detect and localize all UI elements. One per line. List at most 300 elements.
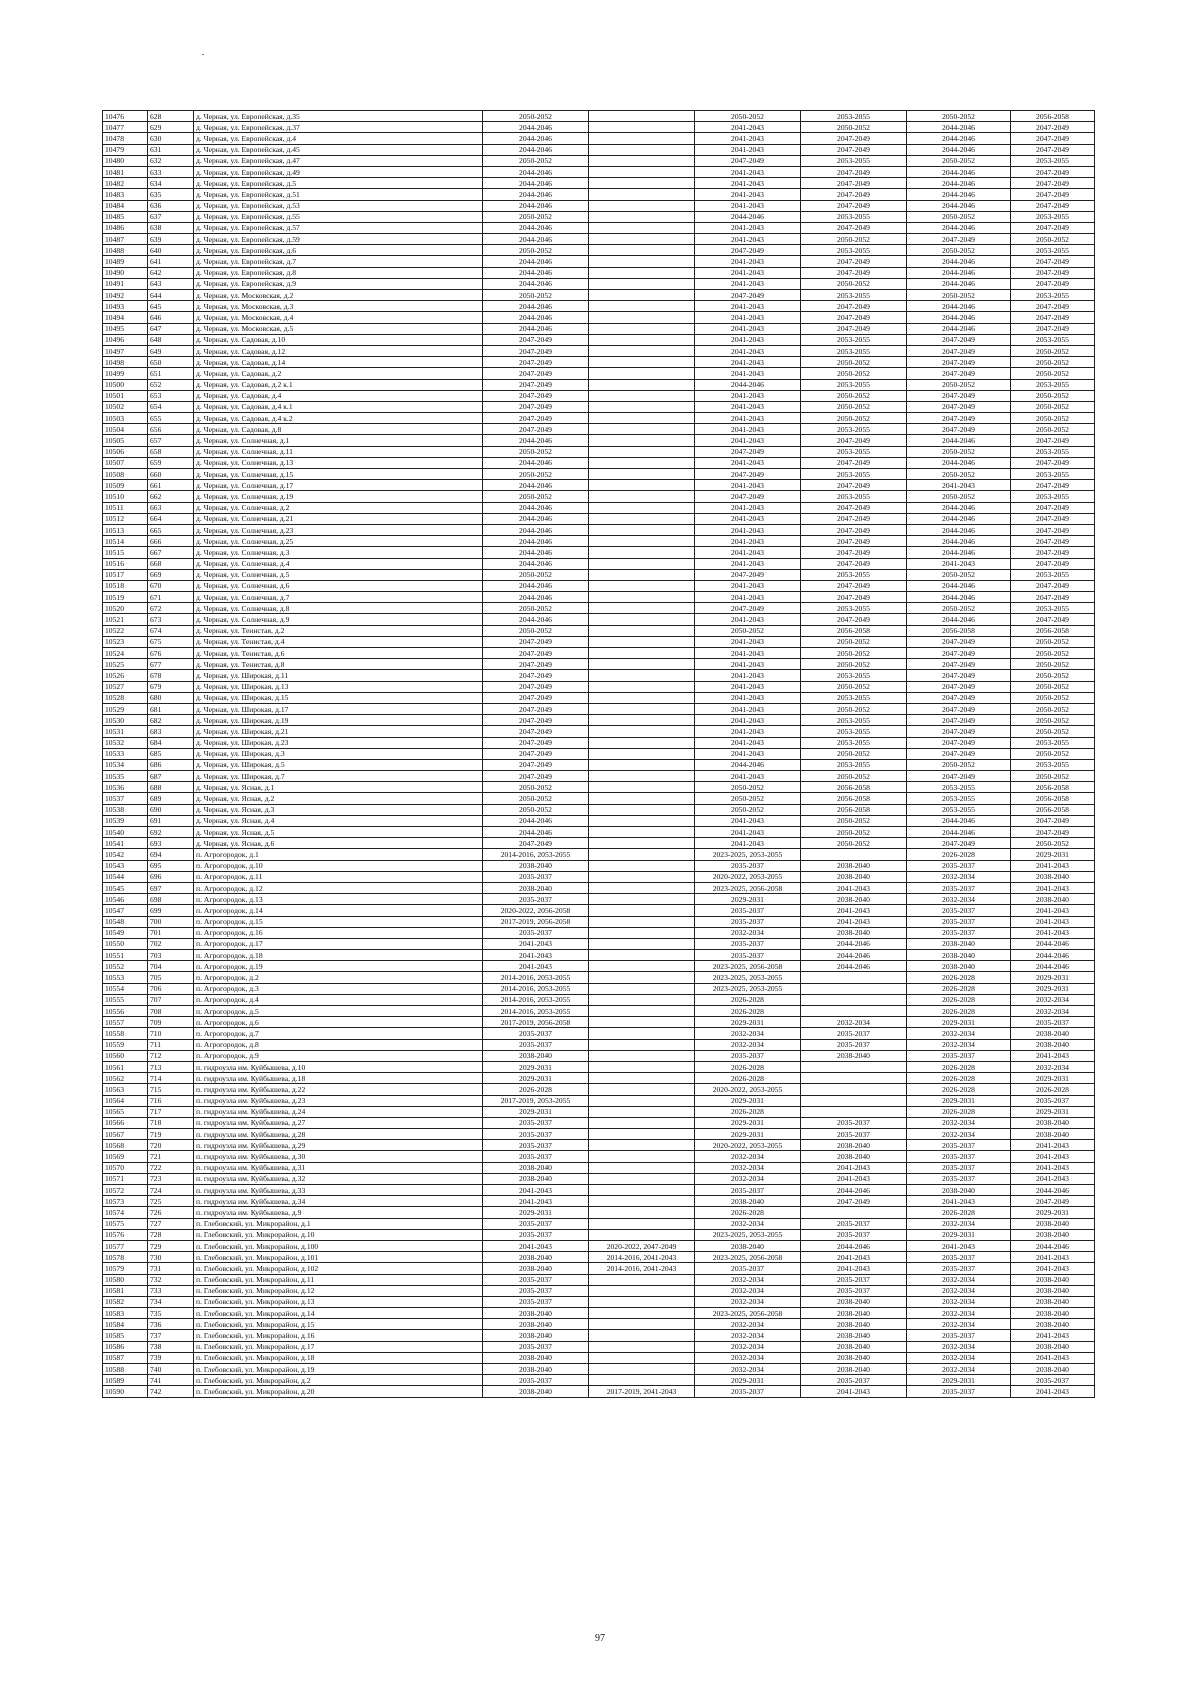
period-2-cell bbox=[589, 1151, 695, 1162]
table-row bbox=[103, 961, 1095, 972]
period-5-cell: 2032-2034 bbox=[907, 1218, 1011, 1229]
row-number-cell: 10561 bbox=[103, 1061, 148, 1072]
row-number-cell: 10487 bbox=[103, 234, 148, 245]
period-2-cell bbox=[589, 1185, 695, 1196]
period-3-cell: 2032-2034 bbox=[695, 1151, 801, 1162]
object-number-cell: 667 bbox=[148, 547, 194, 558]
period-4-cell bbox=[801, 1084, 907, 1095]
address-cell: п. Агрогородок, д.12 bbox=[194, 882, 483, 893]
period-5-cell: 2041-2043 bbox=[907, 558, 1011, 569]
period-5-cell: 2050-2052 bbox=[907, 569, 1011, 580]
period-5-cell: 2047-2049 bbox=[907, 636, 1011, 647]
period-2-cell bbox=[589, 446, 695, 457]
row-number-cell: 10522 bbox=[103, 625, 148, 636]
period-5-cell: 2032-2034 bbox=[907, 1028, 1011, 1039]
row-number-cell: 10500 bbox=[103, 379, 148, 390]
period-4-cell: 2038-2040 bbox=[801, 894, 907, 905]
address-cell: д. Черная, ул. Тенистая, д.8 bbox=[194, 659, 483, 670]
table-row bbox=[103, 278, 1095, 289]
period-3-cell: 2020-2022, 2053-2055 bbox=[695, 1140, 801, 1151]
period-1-cell: 2050-2052 bbox=[483, 804, 589, 815]
row-number-cell: 10493 bbox=[103, 301, 148, 312]
row-number-cell: 10555 bbox=[103, 994, 148, 1005]
period-1-cell: 2050-2052 bbox=[483, 793, 589, 804]
address-cell: п. Агрогородок, д.10 bbox=[194, 860, 483, 871]
object-number-cell: 675 bbox=[148, 636, 194, 647]
row-number-cell: 10546 bbox=[103, 894, 148, 905]
period-5-cell: 2047-2049 bbox=[907, 345, 1011, 356]
period-3-cell: 2032-2034 bbox=[695, 1028, 801, 1039]
address-cell: д. Черная, ул. Европейская, д.7 bbox=[194, 256, 483, 267]
period-5-cell: 2044-2046 bbox=[907, 547, 1011, 558]
row-number-cell: 10506 bbox=[103, 446, 148, 457]
table-row bbox=[103, 592, 1095, 603]
object-number-cell: 632 bbox=[148, 155, 194, 166]
period-6-cell: 2050-2052 bbox=[1011, 648, 1095, 659]
address-cell: д. Черная, ул. Европейская, д.9 bbox=[194, 278, 483, 289]
period-4-cell: 2041-2043 bbox=[801, 882, 907, 893]
period-4-cell: 2035-2037 bbox=[801, 1039, 907, 1050]
period-5-cell: 2044-2046 bbox=[907, 312, 1011, 323]
period-1-cell: 2017-2019, 2053-2055 bbox=[483, 1095, 589, 1106]
period-2-cell: 2017-2019, 2041-2043 bbox=[589, 1386, 695, 1397]
row-number-cell: 10483 bbox=[103, 189, 148, 200]
period-6-cell: 2053-2055 bbox=[1011, 491, 1095, 502]
row-number-cell: 10485 bbox=[103, 211, 148, 222]
object-number-cell: 700 bbox=[148, 916, 194, 927]
row-number-cell: 10495 bbox=[103, 323, 148, 334]
object-number-cell: 646 bbox=[148, 312, 194, 323]
period-6-cell: 2041-2043 bbox=[1011, 1173, 1095, 1184]
period-1-cell: 2044-2046 bbox=[483, 178, 589, 189]
table-row bbox=[103, 1285, 1095, 1296]
period-4-cell: 2050-2052 bbox=[801, 413, 907, 424]
period-1-cell: 2044-2046 bbox=[483, 222, 589, 233]
address-cell: д. Черная, ул. Солнечная, д.19 bbox=[194, 491, 483, 502]
object-number-cell: 688 bbox=[148, 782, 194, 793]
table-row bbox=[103, 200, 1095, 211]
row-number-cell: 10528 bbox=[103, 692, 148, 703]
period-5-cell: 2050-2052 bbox=[907, 290, 1011, 301]
table-row bbox=[103, 1308, 1095, 1319]
period-4-cell: 2050-2052 bbox=[801, 771, 907, 782]
object-number-cell: 703 bbox=[148, 950, 194, 961]
address-cell: п. Агрогородок, д.2 bbox=[194, 972, 483, 983]
object-number-cell: 637 bbox=[148, 211, 194, 222]
period-4-cell: 2050-2052 bbox=[801, 368, 907, 379]
object-number-cell: 657 bbox=[148, 435, 194, 446]
object-number-cell: 693 bbox=[148, 838, 194, 849]
period-2-cell bbox=[589, 256, 695, 267]
period-5-cell: 2044-2046 bbox=[907, 502, 1011, 513]
period-2-cell bbox=[589, 771, 695, 782]
table-row bbox=[103, 1196, 1095, 1207]
row-number-cell: 10523 bbox=[103, 636, 148, 647]
period-4-cell: 2038-2040 bbox=[801, 860, 907, 871]
period-2-cell bbox=[589, 211, 695, 222]
period-2-cell bbox=[589, 1319, 695, 1330]
period-4-cell bbox=[801, 1095, 907, 1106]
table-row bbox=[103, 144, 1095, 155]
period-1-cell: 2044-2046 bbox=[483, 256, 589, 267]
table-row bbox=[103, 703, 1095, 714]
period-6-cell: 2047-2049 bbox=[1011, 222, 1095, 233]
period-5-cell: 2026-2028 bbox=[907, 1084, 1011, 1095]
row-number-cell: 10496 bbox=[103, 334, 148, 345]
period-3-cell: 2041-2043 bbox=[695, 737, 801, 748]
address-cell: д. Черная, ул. Широкая, д.23 bbox=[194, 737, 483, 748]
address-cell: п. Глебовский, ул. Микрорайон, д.18 bbox=[194, 1352, 483, 1363]
object-number-cell: 673 bbox=[148, 614, 194, 625]
period-2-cell bbox=[589, 1274, 695, 1285]
period-2-cell bbox=[589, 1229, 695, 1240]
address-cell: д. Черная, ул. Ясная, д.5 bbox=[194, 827, 483, 838]
period-6-cell: 2050-2052 bbox=[1011, 401, 1095, 412]
period-1-cell: 2038-2040 bbox=[483, 1252, 589, 1263]
period-1-cell: 2047-2049 bbox=[483, 379, 589, 390]
period-3-cell: 2023-2025, 2056-2058 bbox=[695, 1308, 801, 1319]
period-6-cell: 2053-2055 bbox=[1011, 334, 1095, 345]
period-3-cell: 2035-2037 bbox=[695, 1386, 801, 1397]
object-number-cell: 652 bbox=[148, 379, 194, 390]
period-2-cell bbox=[589, 1364, 695, 1375]
address-cell: д. Черная, ул. Европейская, д.45 bbox=[194, 144, 483, 155]
period-1-cell: 2038-2040 bbox=[483, 1050, 589, 1061]
row-number-cell: 10480 bbox=[103, 155, 148, 166]
object-number-cell: 692 bbox=[148, 827, 194, 838]
row-number-cell: 10584 bbox=[103, 1319, 148, 1330]
period-2-cell bbox=[589, 312, 695, 323]
period-2-cell bbox=[589, 681, 695, 692]
period-6-cell: 2050-2052 bbox=[1011, 748, 1095, 759]
period-2-cell bbox=[589, 558, 695, 569]
address-cell: д. Черная, ул. Садовая, д.2 к.1 bbox=[194, 379, 483, 390]
object-number-cell: 706 bbox=[148, 983, 194, 994]
row-number-cell: 10491 bbox=[103, 278, 148, 289]
period-6-cell: 2050-2052 bbox=[1011, 692, 1095, 703]
period-4-cell: 2041-2043 bbox=[801, 1386, 907, 1397]
row-number-cell: 10540 bbox=[103, 827, 148, 838]
period-2-cell bbox=[589, 1006, 695, 1017]
row-number-cell: 10588 bbox=[103, 1364, 148, 1375]
table-row bbox=[103, 1039, 1095, 1050]
period-6-cell: 2047-2049 bbox=[1011, 435, 1095, 446]
period-3-cell: 2044-2046 bbox=[695, 379, 801, 390]
object-number-cell: 639 bbox=[148, 234, 194, 245]
period-5-cell: 2050-2052 bbox=[907, 603, 1011, 614]
table-row bbox=[103, 234, 1095, 245]
period-6-cell: 2035-2037 bbox=[1011, 1017, 1095, 1028]
period-4-cell: 2047-2049 bbox=[801, 267, 907, 278]
table-row bbox=[103, 155, 1095, 166]
period-6-cell: 2041-2043 bbox=[1011, 1352, 1095, 1363]
period-5-cell: 2044-2046 bbox=[907, 256, 1011, 267]
period-1-cell: 2047-2049 bbox=[483, 357, 589, 368]
row-number-cell: 10578 bbox=[103, 1252, 148, 1263]
row-number-cell: 10557 bbox=[103, 1017, 148, 1028]
table-row bbox=[103, 379, 1095, 390]
period-3-cell: 2026-2028 bbox=[695, 994, 801, 1005]
table-row bbox=[103, 491, 1095, 502]
object-number-cell: 640 bbox=[148, 245, 194, 256]
period-5-cell: 2050-2052 bbox=[907, 111, 1011, 122]
address-cell: п. Агрогородок, д.14 bbox=[194, 905, 483, 916]
period-2-cell bbox=[589, 882, 695, 893]
address-cell: п. Агрогородок, д.13 bbox=[194, 894, 483, 905]
period-5-cell: 2047-2049 bbox=[907, 692, 1011, 703]
table-row bbox=[103, 1207, 1095, 1218]
period-6-cell: 2050-2052 bbox=[1011, 715, 1095, 726]
address-cell: д. Черная, ул. Ясная, д.4 bbox=[194, 815, 483, 826]
period-1-cell: 2014-2016, 2053-2055 bbox=[483, 1006, 589, 1017]
period-6-cell: 2038-2040 bbox=[1011, 1285, 1095, 1296]
object-number-cell: 731 bbox=[148, 1263, 194, 1274]
table-row bbox=[103, 894, 1095, 905]
period-3-cell: 2035-2037 bbox=[695, 950, 801, 961]
period-6-cell: 2029-2031 bbox=[1011, 849, 1095, 860]
period-4-cell: 2053-2055 bbox=[801, 111, 907, 122]
period-4-cell: 2047-2049 bbox=[801, 133, 907, 144]
period-6-cell: 2038-2040 bbox=[1011, 1117, 1095, 1128]
object-number-cell: 658 bbox=[148, 446, 194, 457]
period-4-cell: 2035-2037 bbox=[801, 1274, 907, 1285]
period-2-cell bbox=[589, 1285, 695, 1296]
table-row bbox=[103, 368, 1095, 379]
period-4-cell: 2044-2046 bbox=[801, 950, 907, 961]
period-4-cell: 2050-2052 bbox=[801, 815, 907, 826]
period-6-cell: 2038-2040 bbox=[1011, 1296, 1095, 1307]
period-3-cell: 2041-2043 bbox=[695, 636, 801, 647]
row-number-cell: 10568 bbox=[103, 1140, 148, 1151]
table-row bbox=[103, 401, 1095, 412]
period-3-cell: 2050-2052 bbox=[695, 782, 801, 793]
object-number-cell: 728 bbox=[148, 1229, 194, 1240]
object-number-cell: 691 bbox=[148, 815, 194, 826]
period-1-cell: 2038-2040 bbox=[483, 1162, 589, 1173]
period-6-cell: 2038-2040 bbox=[1011, 1129, 1095, 1140]
row-number-cell: 10521 bbox=[103, 614, 148, 625]
period-6-cell: 2050-2052 bbox=[1011, 670, 1095, 681]
period-4-cell: 2044-2046 bbox=[801, 938, 907, 949]
table-row bbox=[103, 256, 1095, 267]
row-number-cell: 10527 bbox=[103, 681, 148, 692]
period-4-cell: 2050-2052 bbox=[801, 636, 907, 647]
period-3-cell: 2029-2031 bbox=[695, 1129, 801, 1140]
period-2-cell bbox=[589, 1095, 695, 1106]
address-cell: п. Глебовский, ул. Микрорайон, д.15 bbox=[194, 1319, 483, 1330]
period-2-cell bbox=[589, 334, 695, 345]
object-number-cell: 644 bbox=[148, 290, 194, 301]
table-row bbox=[103, 1375, 1095, 1386]
address-cell: п. гидроузла им. Куйбышева, д.22 bbox=[194, 1084, 483, 1095]
table-row bbox=[103, 681, 1095, 692]
period-4-cell: 2047-2049 bbox=[801, 312, 907, 323]
object-number-cell: 643 bbox=[148, 278, 194, 289]
period-6-cell: 2047-2049 bbox=[1011, 502, 1095, 513]
period-2-cell bbox=[589, 983, 695, 994]
period-3-cell: 2041-2043 bbox=[695, 524, 801, 535]
period-1-cell: 2029-2031 bbox=[483, 1073, 589, 1084]
period-4-cell: 2053-2055 bbox=[801, 155, 907, 166]
period-1-cell: 2047-2049 bbox=[483, 659, 589, 670]
period-3-cell: 2050-2052 bbox=[695, 625, 801, 636]
period-3-cell: 2047-2049 bbox=[695, 155, 801, 166]
period-5-cell: 2047-2049 bbox=[907, 838, 1011, 849]
object-number-cell: 720 bbox=[148, 1140, 194, 1151]
table-row bbox=[103, 1263, 1095, 1274]
row-number-cell: 10510 bbox=[103, 491, 148, 502]
address-cell: д. Черная, ул. Садовая, д.4 к.1 bbox=[194, 401, 483, 412]
period-4-cell: 2035-2037 bbox=[801, 1229, 907, 1240]
object-number-cell: 671 bbox=[148, 592, 194, 603]
address-cell: п. Агрогородок, д.19 bbox=[194, 961, 483, 972]
period-6-cell: 2041-2043 bbox=[1011, 882, 1095, 893]
period-5-cell: 2047-2049 bbox=[907, 368, 1011, 379]
period-1-cell: 2038-2040 bbox=[483, 860, 589, 871]
address-cell: д. Черная, ул. Европейская, д.53 bbox=[194, 200, 483, 211]
period-5-cell: 2032-2034 bbox=[907, 1352, 1011, 1363]
period-5-cell: 2026-2028 bbox=[907, 972, 1011, 983]
address-cell: п. гидроузла им. Куйбышева, д.33 bbox=[194, 1185, 483, 1196]
table-row bbox=[103, 827, 1095, 838]
period-6-cell: 2047-2049 bbox=[1011, 513, 1095, 524]
object-number-cell: 629 bbox=[148, 122, 194, 133]
table-row bbox=[103, 625, 1095, 636]
table-row bbox=[103, 222, 1095, 233]
period-4-cell: 2047-2049 bbox=[801, 558, 907, 569]
row-number-cell: 10513 bbox=[103, 524, 148, 535]
period-2-cell bbox=[589, 245, 695, 256]
table-row bbox=[103, 345, 1095, 356]
row-number-cell: 10538 bbox=[103, 804, 148, 815]
period-2-cell bbox=[589, 1084, 695, 1095]
table-row bbox=[103, 782, 1095, 793]
table-row bbox=[103, 916, 1095, 927]
period-2-cell bbox=[589, 748, 695, 759]
address-cell: п. Глебовский, ул. Микрорайон, д.12 bbox=[194, 1285, 483, 1296]
period-2-cell bbox=[589, 860, 695, 871]
period-1-cell: 2038-2040 bbox=[483, 1308, 589, 1319]
object-number-cell: 651 bbox=[148, 368, 194, 379]
period-4-cell: 2041-2043 bbox=[801, 1173, 907, 1184]
table-row bbox=[103, 513, 1095, 524]
period-1-cell: 2047-2049 bbox=[483, 368, 589, 379]
row-number-cell: 10562 bbox=[103, 1073, 148, 1084]
period-6-cell: 2038-2040 bbox=[1011, 1308, 1095, 1319]
period-4-cell: 2035-2037 bbox=[801, 1285, 907, 1296]
table-row bbox=[103, 1129, 1095, 1140]
row-number-cell: 10514 bbox=[103, 536, 148, 547]
period-2-cell bbox=[589, 1140, 695, 1151]
period-3-cell: 2038-2040 bbox=[695, 1240, 801, 1251]
table-row bbox=[103, 424, 1095, 435]
period-3-cell: 2041-2043 bbox=[695, 457, 801, 468]
row-number-cell: 10567 bbox=[103, 1129, 148, 1140]
period-5-cell: 2044-2046 bbox=[907, 536, 1011, 547]
period-4-cell: 2044-2046 bbox=[801, 1185, 907, 1196]
period-1-cell: 2038-2040 bbox=[483, 1319, 589, 1330]
period-2-cell bbox=[589, 200, 695, 211]
address-cell: д. Черная, ул. Тенистая, д.6 bbox=[194, 648, 483, 659]
period-1-cell: 2017-2019, 2056-2058 bbox=[483, 916, 589, 927]
period-5-cell: 2029-2031 bbox=[907, 1017, 1011, 1028]
period-6-cell: 2041-2043 bbox=[1011, 916, 1095, 927]
period-4-cell: 2050-2052 bbox=[801, 278, 907, 289]
period-1-cell: 2038-2040 bbox=[483, 1173, 589, 1184]
period-3-cell: 2029-2031 bbox=[695, 1017, 801, 1028]
period-5-cell: 2047-2049 bbox=[907, 737, 1011, 748]
row-number-cell: 10581 bbox=[103, 1285, 148, 1296]
address-cell: д. Черная, ул. Солнечная, д.8 bbox=[194, 603, 483, 614]
period-1-cell: 2038-2040 bbox=[483, 1364, 589, 1375]
row-number-cell: 10559 bbox=[103, 1039, 148, 1050]
table-row bbox=[103, 323, 1095, 334]
address-cell: п. Глебовский, ул. Микрорайон, д.101 bbox=[194, 1252, 483, 1263]
table-row bbox=[103, 1151, 1095, 1162]
address-cell: д. Черная, ул. Европейская, д.5 bbox=[194, 178, 483, 189]
period-6-cell: 2029-2031 bbox=[1011, 972, 1095, 983]
period-3-cell: 2041-2043 bbox=[695, 815, 801, 826]
address-cell: п. Глебовский, ул. Микрорайон, д.14 bbox=[194, 1308, 483, 1319]
address-cell: п. Агрогородок, д.11 bbox=[194, 871, 483, 882]
period-2-cell bbox=[589, 111, 695, 122]
period-2-cell bbox=[589, 1117, 695, 1128]
period-4-cell: 2032-2034 bbox=[801, 1017, 907, 1028]
period-5-cell: 2029-2031 bbox=[907, 1095, 1011, 1106]
object-number-cell: 717 bbox=[148, 1106, 194, 1117]
period-6-cell: 2053-2055 bbox=[1011, 569, 1095, 580]
period-1-cell: 2047-2049 bbox=[483, 334, 589, 345]
period-4-cell: 2053-2055 bbox=[801, 424, 907, 435]
period-4-cell: 2038-2040 bbox=[801, 1319, 907, 1330]
period-2-cell bbox=[589, 1218, 695, 1229]
address-cell: д. Черная, ул. Ясная, д.3 bbox=[194, 804, 483, 815]
period-6-cell: 2056-2058 bbox=[1011, 111, 1095, 122]
period-6-cell: 2047-2049 bbox=[1011, 827, 1095, 838]
period-5-cell: 2047-2049 bbox=[907, 715, 1011, 726]
period-4-cell: 2047-2049 bbox=[801, 200, 907, 211]
period-4-cell: 2047-2049 bbox=[801, 189, 907, 200]
row-number-cell: 10574 bbox=[103, 1207, 148, 1218]
object-number-cell: 707 bbox=[148, 994, 194, 1005]
object-number-cell: 656 bbox=[148, 424, 194, 435]
period-6-cell: 2035-2037 bbox=[1011, 1095, 1095, 1106]
period-5-cell: 2035-2037 bbox=[907, 1252, 1011, 1263]
period-3-cell: 2041-2043 bbox=[695, 648, 801, 659]
period-1-cell: 2035-2037 bbox=[483, 1129, 589, 1140]
period-2-cell bbox=[589, 536, 695, 547]
period-1-cell: 2044-2046 bbox=[483, 827, 589, 838]
object-number-cell: 668 bbox=[148, 558, 194, 569]
period-5-cell: 2029-2031 bbox=[907, 1375, 1011, 1386]
row-number-cell: 10563 bbox=[103, 1084, 148, 1095]
period-1-cell: 2047-2049 bbox=[483, 345, 589, 356]
period-2-cell bbox=[589, 950, 695, 961]
period-2-cell bbox=[589, 1308, 695, 1319]
period-6-cell: 2041-2043 bbox=[1011, 905, 1095, 916]
period-1-cell: 2047-2049 bbox=[483, 737, 589, 748]
object-number-cell: 685 bbox=[148, 748, 194, 759]
period-4-cell: 2053-2055 bbox=[801, 759, 907, 770]
object-number-cell: 662 bbox=[148, 491, 194, 502]
period-5-cell: 2044-2046 bbox=[907, 189, 1011, 200]
period-1-cell: 2044-2046 bbox=[483, 547, 589, 558]
address-cell: п. Глебовский, ул. Микрорайон, д.100 bbox=[194, 1240, 483, 1251]
period-1-cell: 2047-2049 bbox=[483, 759, 589, 770]
object-number-cell: 697 bbox=[148, 882, 194, 893]
object-number-cell: 696 bbox=[148, 871, 194, 882]
period-5-cell: 2050-2052 bbox=[907, 211, 1011, 222]
